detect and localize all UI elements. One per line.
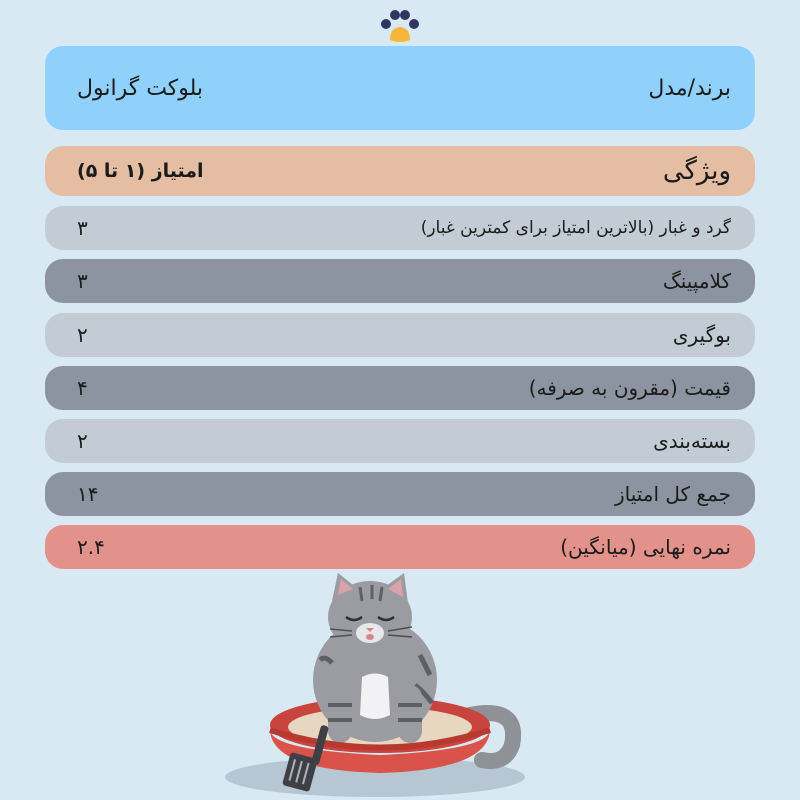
feature-score-header <box>45 146 755 196</box>
row-label: کلامپینگ <box>662 269 731 293</box>
row-value: ۳ <box>77 269 88 293</box>
table-row-final-score <box>45 525 755 569</box>
paw-logo-icon <box>376 6 424 46</box>
row-value: ۲ <box>77 429 88 453</box>
row-value: ۱۴ <box>77 482 99 506</box>
row-label: بوگیری <box>672 323 731 347</box>
row-label: نمره نهایی (میانگین) <box>560 535 731 559</box>
table-row-clumping <box>45 259 755 303</box>
brand-model-header <box>45 46 755 130</box>
row-value: ۴ <box>77 376 88 400</box>
brand-model-value: بلوکت گرانول <box>77 75 204 101</box>
row-label: بسته‌بندی <box>653 429 731 453</box>
table-row-odor <box>45 313 755 357</box>
row-value: ۲.۴ <box>77 535 105 559</box>
row-value: ۲ <box>77 323 88 347</box>
score-column-label: امتیاز (۱ تا ۵) <box>77 160 204 182</box>
row-label: قیمت (مقرون به صرفه) <box>528 376 731 400</box>
table-row-price <box>45 366 755 410</box>
row-value: ۳ <box>77 216 88 240</box>
table-row-packaging <box>45 419 755 463</box>
cat-in-litter-box-illustration <box>220 565 560 800</box>
table-row-total <box>45 472 755 516</box>
feature-column-label: ویژگی <box>662 156 731 186</box>
brand-model-label: برند/مدل <box>648 75 731 101</box>
row-label: جمع کل امتیاز <box>614 482 731 506</box>
table-row-dust <box>45 206 755 250</box>
row-label: گرد و غبار (بالاترین امتیاز برای کمترین غبار) <box>420 218 731 238</box>
